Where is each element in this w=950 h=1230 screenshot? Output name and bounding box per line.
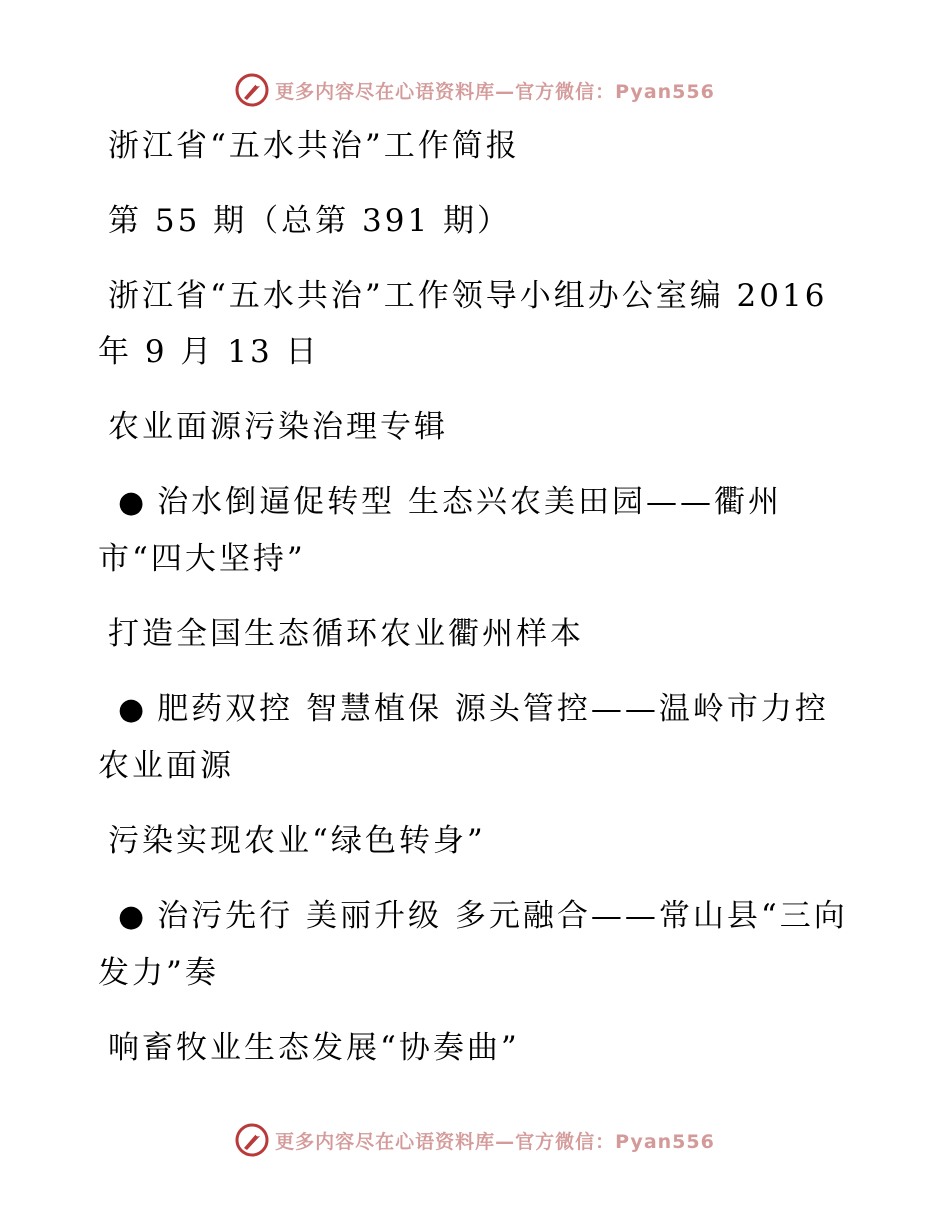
document-body	[98, 118, 858, 1095]
list-item-continuation: 打造全国生态循环农业衢州样本	[108, 616, 584, 652]
list-item-continuation: 污染实现农业“绿色转身”	[108, 823, 486, 859]
item-headline-text: 肥药双控 智慧植保 源头管控——温岭市力控农业面源	[98, 691, 829, 784]
list-item-headline	[98, 888, 858, 1001]
item-headline-text: 治水倒逼促转型 生态兴农美田园——衢州市“四大坚持”	[98, 484, 783, 577]
item-headline-text: 治污先行 美丽升级 多元融合——常山县“三向发力”奏	[98, 898, 848, 991]
watermark-text: 更多内容尽在心语资料库—官方微信：Pyan556	[275, 80, 715, 103]
special-topic: 农业面源污染治理专辑	[108, 409, 448, 445]
editor-date-line: 浙江省“五水共治”工作领导小组办公室编 2016 年 9 月 13 日	[98, 278, 841, 370]
bullet-icon: ●	[118, 899, 148, 934]
document-title: 浙江省“五水共治”工作简报	[108, 128, 520, 164]
bullet-icon: ●	[118, 692, 148, 727]
watermark-text: 更多内容尽在心语资料库—官方微信：Pyan556	[275, 1130, 715, 1153]
list-item-continuation: 响畜牧业生态发展“协奏曲”	[108, 1030, 520, 1066]
pen-nib-logo-icon	[235, 1123, 269, 1157]
list-item-headline	[98, 681, 858, 794]
bullet-icon: ●	[118, 485, 148, 520]
list-item-headline	[98, 474, 858, 587]
header-watermark	[0, 70, 950, 110]
issue-number: 第 55 期（总第 391 期）	[108, 203, 512, 239]
footer-watermark	[0, 1120, 950, 1160]
pen-nib-logo-icon	[235, 73, 269, 107]
